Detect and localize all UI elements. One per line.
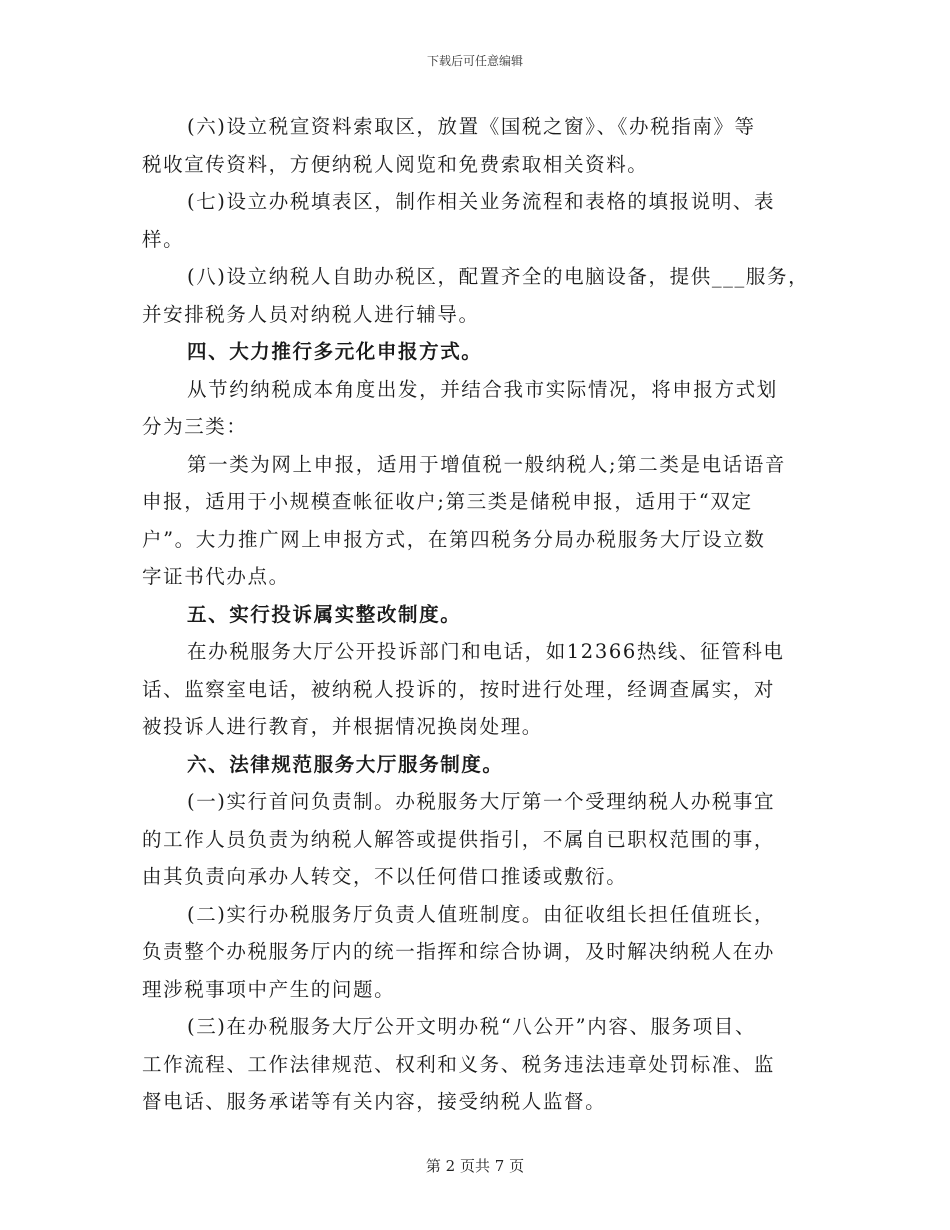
text-line: 在办税服务大厅公开投诉部门和电话，如12366热线、征管科电 xyxy=(187,640,785,663)
text-line: 户”。大力推广网上申报方式，在第四税务分局办税服务大厅设立数 xyxy=(142,527,766,551)
page-number: 第 2 页共 7 页 xyxy=(425,1157,525,1175)
paragraph xyxy=(142,183,822,258)
text-line: 字证书代办点。 xyxy=(142,565,290,588)
paragraph xyxy=(142,633,822,746)
text-line: 的工作人员负责为纳税人解答或提供指引，不属自已职权范围的事， xyxy=(142,827,776,851)
text-line: (一)实行首问负责制。办税服务大厅第一个受理纳税人办税事宜 xyxy=(187,790,776,813)
text-line: 六、法律规范服务大厅服务制度。 xyxy=(187,752,504,776)
text-line: (三)在办税服务大厅公开文明办税“八公开”内容、服务项目、 xyxy=(187,1015,757,1038)
text-line: (六)设立税宣资料索取区，放置《国税之窗》、《办税指南》等 xyxy=(187,115,756,138)
text-line: 被投诉人进行教育，并根据情况换岗处理。 xyxy=(142,715,543,738)
section-heading xyxy=(142,333,822,371)
text-line: (二)实行办税服务厅负责人值班制度。由征收组长担任值班长， xyxy=(187,902,776,926)
section-heading xyxy=(142,596,822,634)
document-body xyxy=(142,108,822,1121)
paragraph xyxy=(142,896,822,1009)
text-line: 四、大力推行多元化申报方式。 xyxy=(187,340,483,363)
text-line: 话、监察室电话，被纳税人投诉的，按时进行处理，经调查属实，对 xyxy=(142,677,776,701)
text-line: 从节约纳税成本角度出发，并结合我市实际情况，将申报方式划 xyxy=(187,377,778,401)
text-line: 由其负责向承办人转交，不以任何借口推诿或敷衍。 xyxy=(142,865,628,888)
text-line: 督电话、服务承诺等有关内容，接受纳税人监督。 xyxy=(142,1090,607,1113)
text-line: 负责整个办税服务厅内的统一指挥和综合协调，及时解决纳税人在办 xyxy=(142,940,776,963)
text-line: 税收宣传资料，方便纳税人阅览和免费索取相关资料。 xyxy=(142,152,649,176)
paragraph xyxy=(142,446,822,596)
text-line: 工作流程、工作法律规范、权利和义务、税务违法违章处罚标准、监 xyxy=(142,1052,776,1076)
text-line: 第一类为网上申报，适用于增值税一般纳税人;第二类是电话语音 xyxy=(187,452,786,476)
paragraph xyxy=(142,108,822,183)
text-line: (八)设立纳税人自助办税区，配置齐全的电脑设备，提供___服务， xyxy=(187,265,810,288)
text-line: 五、实行投诉属实整改制度。 xyxy=(187,602,462,626)
text-line: (七)设立办税填表区，制作相关业务流程和表格的填报说明、表 xyxy=(187,190,776,213)
section-heading xyxy=(142,746,822,784)
text-line: 样。 xyxy=(142,227,185,251)
text-line: 并安排税务人员对纳税人进行辅导。 xyxy=(142,302,480,326)
paragraph xyxy=(142,258,822,333)
paragraph xyxy=(142,1008,822,1121)
page-header: 下载后可任意编辑 xyxy=(426,54,523,68)
paragraph xyxy=(142,371,822,446)
text-line: 理涉税事项中产生的问题。 xyxy=(142,977,396,1001)
text-line: 申报，适用于小规模查帐征收户;第三类是储税申报，适用于“双定 xyxy=(142,490,753,513)
paragraph xyxy=(142,783,822,896)
text-line: 分为三类： xyxy=(142,415,248,438)
